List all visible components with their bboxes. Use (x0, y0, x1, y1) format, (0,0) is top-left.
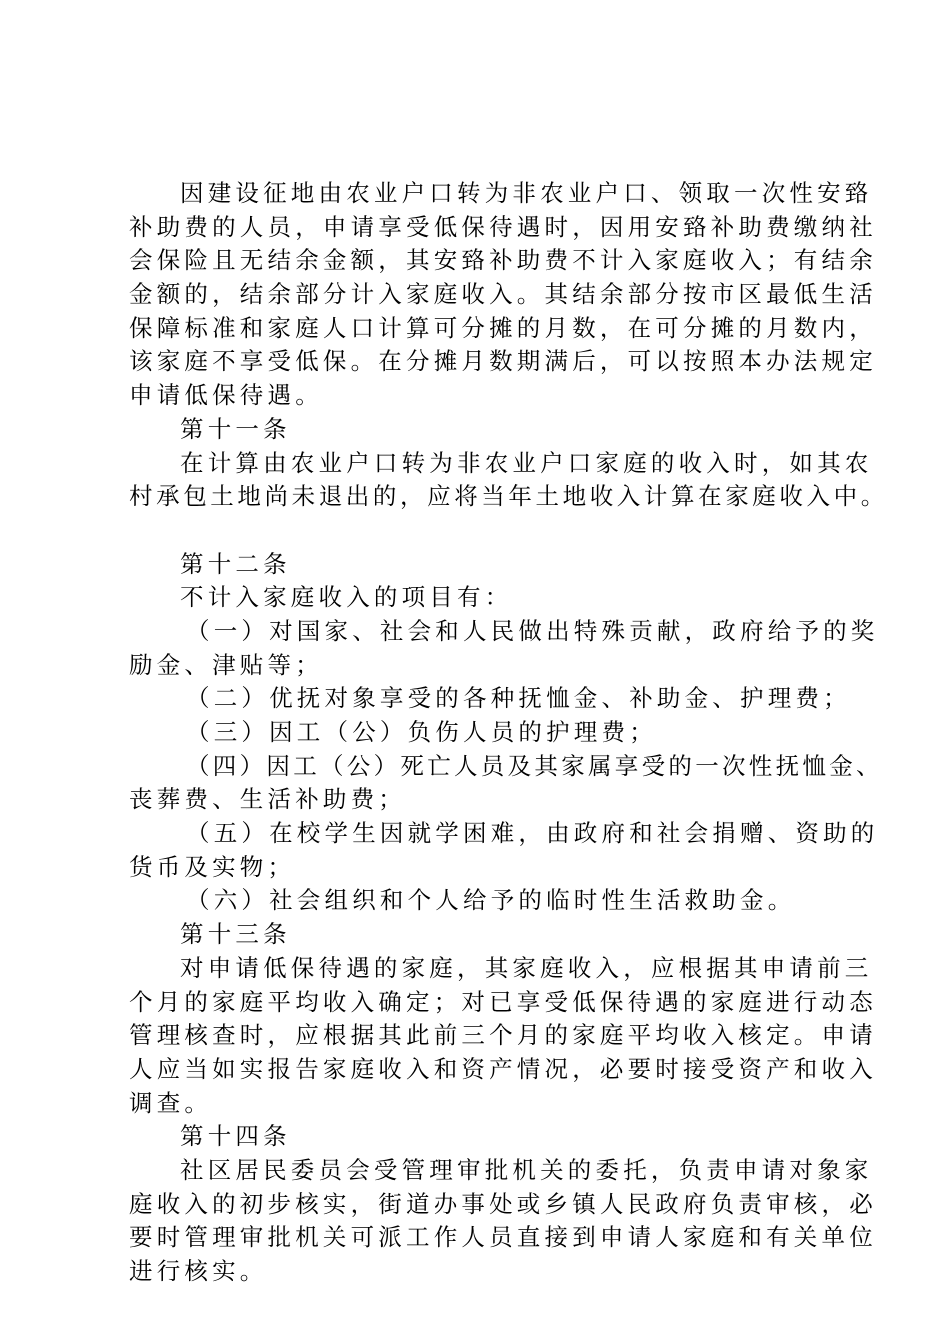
paragraph-line: 村承包土地尚未退出的，应将当年土地收入计算在家庭收入中。 (129, 482, 888, 511)
list-item-line: （六）社会组织和个人给予的临时性生活救助金。 (186, 886, 796, 915)
paragraph-line: 在计算由农业户口转为非农业户口家庭的收入时，如其农 (180, 448, 873, 477)
document-body (129, 177, 888, 1289)
blank-line (129, 514, 839, 548)
list-item-line: 货币及实物； (129, 852, 296, 881)
paragraph-line: 因建设征地由农业户口转为非农业户口、领取一次性安臵 (180, 179, 873, 207)
paragraph-line: 会保险且无结余金额，其安臵补助费不计入家庭收入；有结余 (129, 246, 877, 275)
paragraph-line: 人应当如实报告家庭收入和资产情况，必要时接受资产和收入 (129, 1054, 877, 1083)
article-heading: 第十一条 (180, 414, 291, 443)
list-item-line: 励金、津贴等； (129, 650, 323, 679)
paragraph-line: 管理核查时，应根据其此前三个月的家庭平均收入核定。申请 (129, 1021, 877, 1050)
paragraph-line: 不计入家庭收入的项目有： (180, 583, 513, 612)
paragraph-line: 要时管理审批机关可派工作人员直接到申请人家庭和有关单位 (129, 1223, 877, 1252)
paragraph-line: 该家庭不享受低保。在分摊月数期满后，可以按照本办法规定 (129, 347, 877, 376)
paragraph-line: 申请低保待遇。 (129, 381, 323, 410)
paragraph-line: 保障标准和家庭人口计算可分摊的月数，在可分摊的月数内， (129, 313, 877, 342)
list-item-line: （五）在校学生因就学困难，由政府和社会捐赠、资助的 (186, 819, 879, 848)
list-item-line: 丧葬费、生活补助费； (129, 785, 406, 814)
article-heading: 第十二条 (180, 549, 291, 578)
list-item-line: （三）因工（公）负伤人员的护理费； (186, 718, 657, 746)
paragraph-line: 庭收入的初步核实，街道办事处或乡镇人民政府负责审核，必 (129, 1189, 877, 1218)
list-item-line: （四）因工（公）死亡人员及其家属享受的一次性抚恤金、 (186, 751, 883, 780)
paragraph-line: 对申请低保待遇的家庭，其家庭收入，应根据其申请前三 (180, 953, 873, 982)
paragraph-line: 进行核实。 (129, 1257, 268, 1285)
paragraph-line: 个月的家庭平均收入确定；对已享受低保待遇的家庭进行动态 (129, 987, 877, 1016)
paragraph-line: 补助费的人员，申请享受低保待遇时，因用安臵补助费缴纳社 (129, 212, 877, 241)
paragraph-line: 金额的，结余部分计入家庭收入。其结余部分按市区最低生活 (129, 280, 877, 309)
paragraph-line: 社区居民委员会受管理审批机关的委托，负责申请对象家 (180, 1155, 873, 1184)
list-item-line: （二）优抚对象享受的各种抚恤金、补助金、护理费； (186, 684, 851, 713)
article-heading: 第十三条 (180, 920, 291, 949)
list-item-line: （一）对国家、社会和人民做出特殊贡献，政府给予的奖 (186, 616, 879, 645)
article-heading: 第十四条 (180, 1122, 291, 1151)
paragraph-line: 调查。 (129, 1088, 213, 1117)
